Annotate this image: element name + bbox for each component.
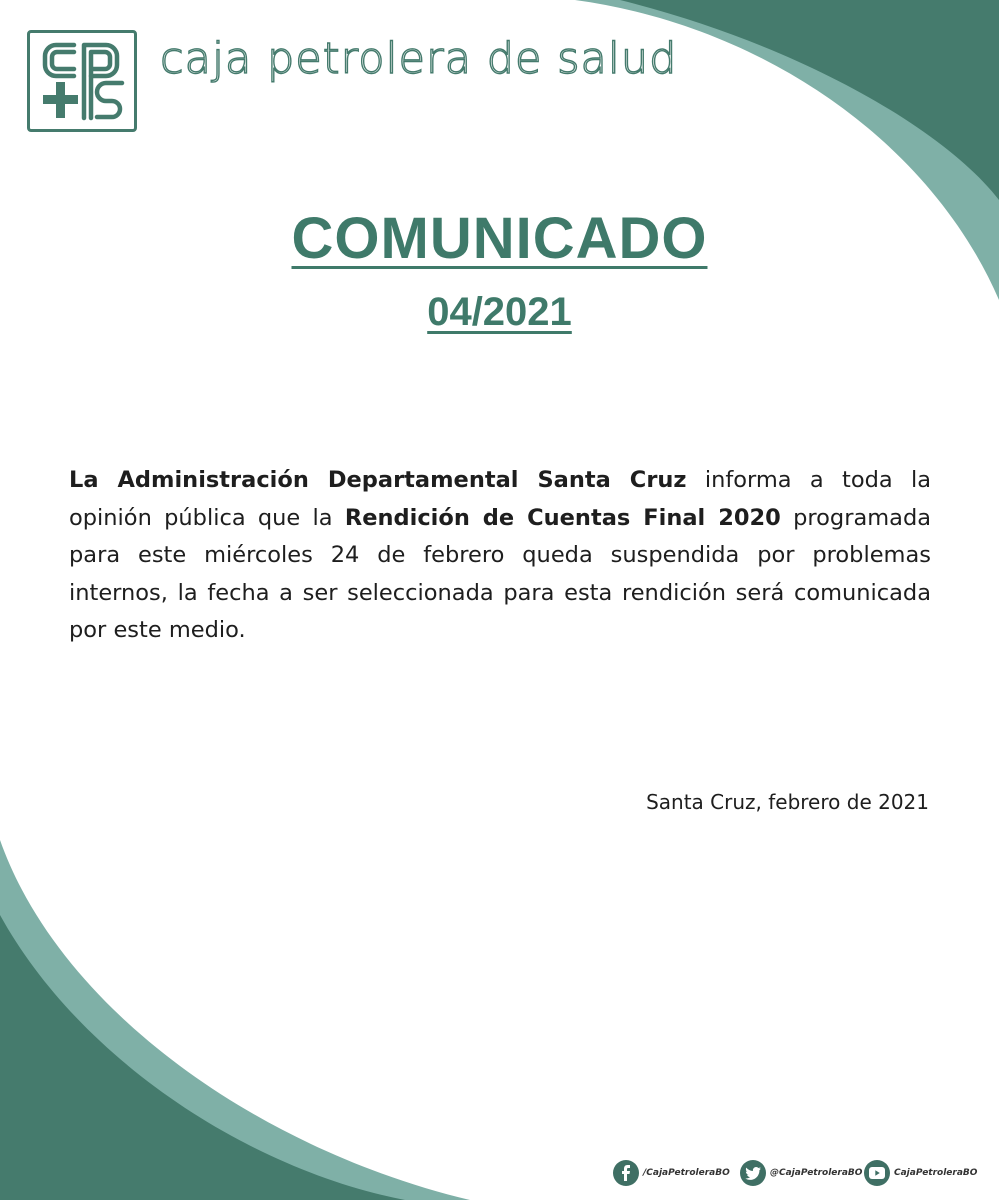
body-bold-admin: La Administración Departamental Santa Cruz [69, 467, 687, 493]
brand-name: caja petrolera de salud [160, 34, 678, 84]
body-text-1: informa a toda la opinión pública que la [69, 467, 931, 531]
communique-body [69, 462, 931, 650]
body-text-2: programada para este miércoles 24 de febrero queda suspendida por problemas internos, la fecha a ser seleccionada para esta rendición será comunicada por este medio. [69, 504, 932, 643]
place-date: Santa Cruz, febrero de 2021 [646, 790, 929, 814]
facebook-icon [613, 1160, 639, 1186]
social-youtube[interactable] [864, 1160, 977, 1186]
social-facebook[interactable] [613, 1160, 730, 1186]
communique-number: 04/2021 [427, 290, 572, 334]
logo [27, 30, 137, 132]
social-twitter[interactable] [740, 1160, 862, 1186]
body-bold-rendicion: Rendición de Cuentas Final 2020 [344, 504, 781, 531]
youtube-icon [864, 1160, 890, 1186]
twitter-icon [740, 1160, 766, 1186]
youtube-handle: CajaPetroleraBO [894, 1168, 978, 1178]
page-title: COMUNICADO [291, 206, 708, 271]
facebook-handle: /CajaPetroleraBO [643, 1168, 730, 1178]
twitter-handle: @CajaPetroleraBO [770, 1168, 863, 1178]
